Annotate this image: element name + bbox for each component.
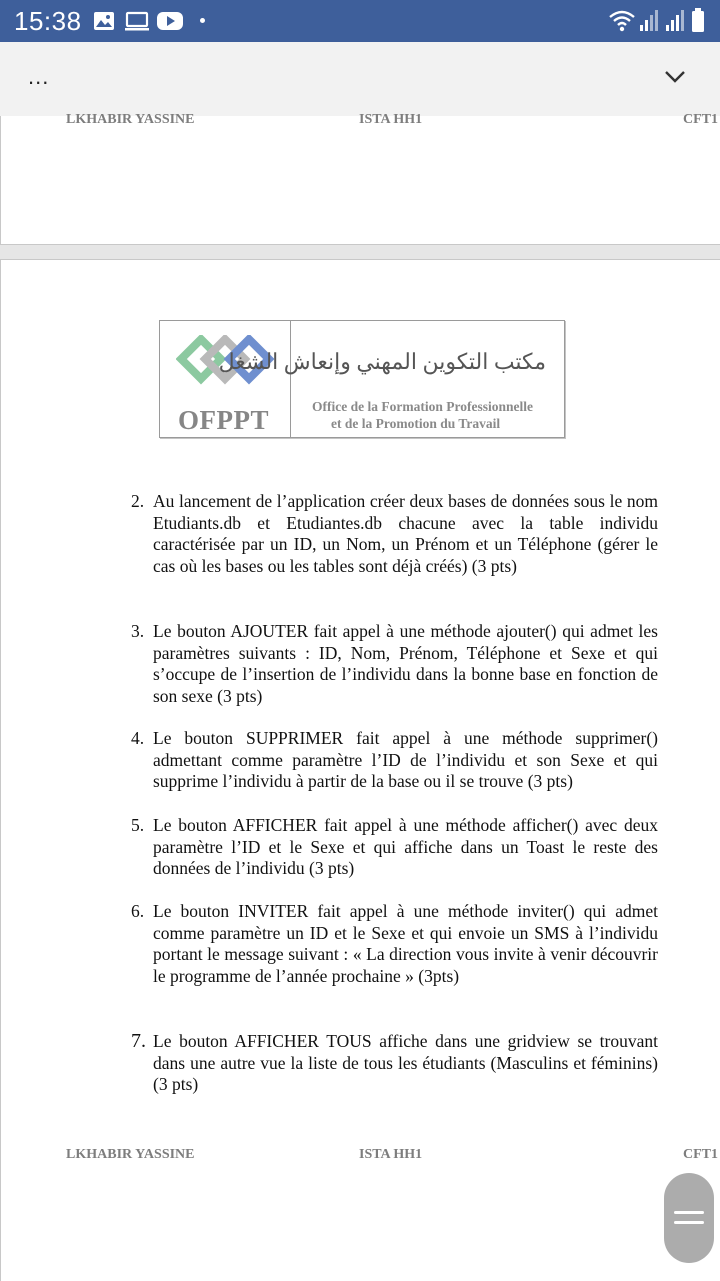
status-time: 15:38 — [14, 6, 82, 36]
document-page-1 — [0, 112, 720, 245]
item-number: 7. — [131, 1030, 146, 1052]
ofppt-logo — [159, 320, 565, 438]
footer-school: ISTA HH1 — [359, 112, 423, 127]
item-number: 6. — [131, 901, 145, 921]
footer-code: CFT1 — [683, 112, 718, 127]
status-right-icons — [608, 8, 708, 34]
item-text: Le bouton INVITER fait appel à une méthode inviter() qui admet comme paramètre un ID et le Sexe et qui envoie un SMS à l’individu portant le message suivant : « La direction vous invite à venir découvrir le programme de l’année prochaine » (3pts) — [153, 901, 658, 986]
logo-french-line2: et de la Promotion du Travail — [331, 416, 501, 431]
chevron-down-icon[interactable] — [664, 70, 686, 84]
item-text: Le bouton AJOUTER fait appel à une méthode ajouter() qui admet les paramètres suivants : ID, Nom, Prénom, Téléphone et Sexe et qui s’occupe de l’insertion de l’individu dans la bonne base en fonction de son sexe (3 pts) — [153, 621, 658, 706]
item-text: Le bouton AFFICHER fait appel à une méthode afficher() avec deux paramètre l’ID et le Sexe et qui affiche dans un Toast le reste des données de l’individu (3 pts) — [153, 815, 658, 878]
list-item — [131, 815, 658, 880]
logo-brand: OFPPT — [178, 405, 269, 435]
list-item — [131, 728, 658, 793]
item-text: Le bouton SUPPRIMER fait appel à une méthode supprimer() admettant comme paramètre l’ID de l’individu et son Sexe et qui supprime l’individu à partir de la base ou il se trouve (3 pts) — [153, 728, 658, 791]
item-text: Au lancement de l’application créer deux bases de données sous le nom Etudiants.db et Etudiantes.db chacune avec la table individu caractérisée par un ID, un Nom, un Prénom et un Téléphone (gérer le cas où les bases ou les tables sont déjà créés) (3 pts) — [153, 491, 658, 576]
scroll-thumb[interactable] — [664, 1173, 714, 1263]
viewer-toolbar — [0, 42, 720, 116]
grip-line-icon — [674, 1221, 704, 1224]
item-number: 3. — [131, 621, 145, 641]
footer-school: ISTA HH1 — [359, 1147, 423, 1162]
signal-icon — [640, 10, 658, 31]
youtube-icon — [157, 10, 183, 32]
list-item — [131, 901, 658, 987]
status-bar — [0, 0, 720, 42]
logo-arabic-text: مكتب التكوين المهني وإنعاش الشغل — [218, 349, 546, 374]
logo-french-line1: Office de la Formation Professionnelle — [312, 399, 533, 414]
footer-author: LKHABIR YASSINE — [66, 1147, 195, 1162]
item-number: 4. — [131, 728, 145, 748]
list-item — [131, 491, 658, 577]
footer-author: LKHABIR YASSINE — [66, 112, 195, 127]
more-options-button[interactable]: ... — [28, 64, 50, 89]
item-number: 2. — [131, 491, 145, 511]
list-item — [131, 621, 658, 707]
signal-icon — [666, 10, 684, 31]
grip-line-icon — [674, 1211, 704, 1214]
item-number: 5. — [131, 815, 145, 835]
image-icon — [93, 10, 115, 32]
logo-divider — [290, 321, 291, 437]
item-text: Le bouton AFFICHER TOUS affiche dans une gridview se trouvant dans une autre vue la liste de tous les étudiants (Masculins et féminins) (3 pts) — [153, 1031, 658, 1094]
monitor-icon — [125, 10, 149, 32]
document-page-2 — [0, 259, 720, 1281]
notification-dot-icon — [200, 18, 205, 23]
wifi-icon — [610, 12, 634, 31]
battery-icon — [692, 8, 704, 32]
list-item — [131, 1031, 658, 1096]
footer-code: CFT1 — [683, 1147, 718, 1162]
